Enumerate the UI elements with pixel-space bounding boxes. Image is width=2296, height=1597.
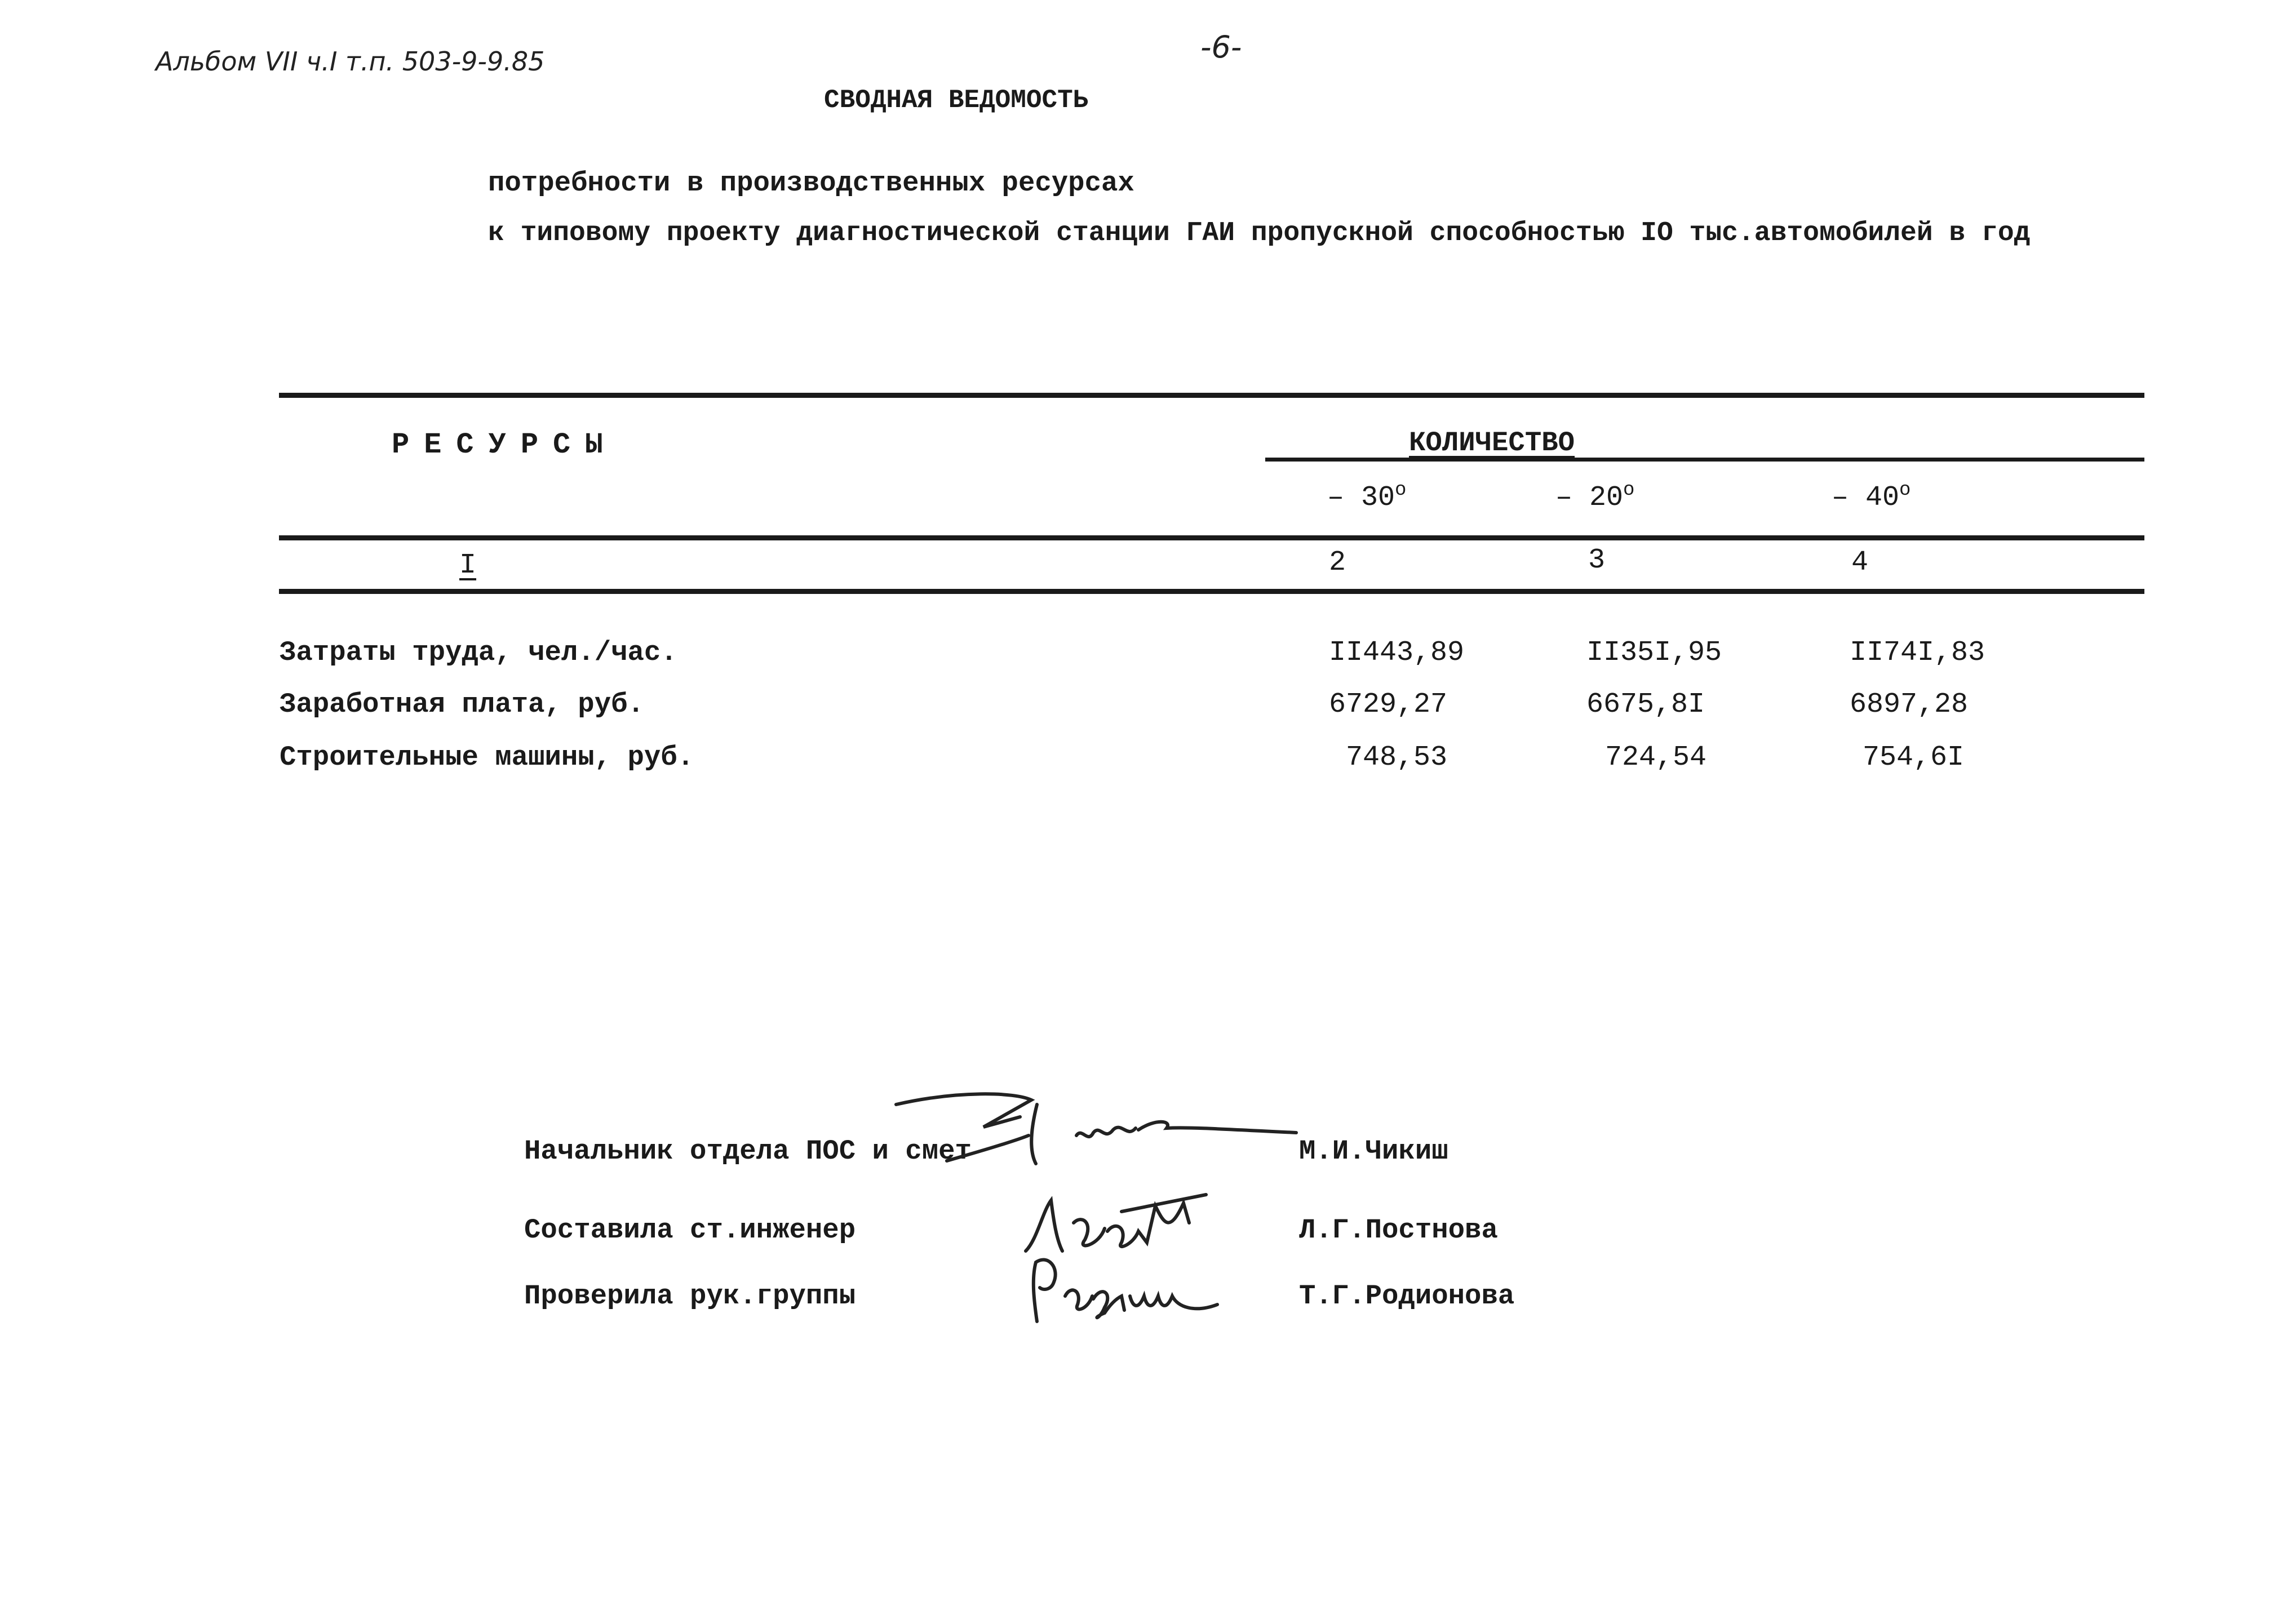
album-reference: Альбом VII ч.I т.п. 503-9-9.85 <box>156 46 545 77</box>
table-cell: II74I,83 <box>1850 637 1985 669</box>
table-cell: 6729,27 <box>1329 689 1448 721</box>
table-cell: 754,6I <box>1863 742 1965 774</box>
temp-col-3 <box>1832 482 1911 514</box>
table-row-label: Строительные машины, руб. <box>280 742 694 773</box>
signature-rodionova <box>1026 1251 1229 1330</box>
table-top-rule <box>279 393 2144 398</box>
table-cell: 748,53 <box>1346 742 1448 774</box>
temp-col-1 <box>1327 482 1406 514</box>
table-row-label: Заработная плата, руб. <box>280 689 644 720</box>
temp-col-3-value: – 40 <box>1832 482 1900 514</box>
table-cell: II443,89 <box>1329 637 1465 669</box>
subtitle-line-2: к типовому проекту диагностической станции ГАИ пропускной способностью IO тыс.автомобилей в год <box>488 218 2031 249</box>
signatory-name: М.И.Чикиш <box>1299 1135 1448 1167</box>
quantity-rule <box>1265 458 2144 462</box>
signatory-role: Проверила рук.группы <box>524 1280 856 1312</box>
subtitle-line-1: потребности в производственных ресурсах <box>488 167 1134 199</box>
document-title: СВОДНАЯ ВЕДОМОСТЬ <box>824 86 1089 115</box>
temp-col-2 <box>1555 482 1634 514</box>
header-bottom-rule <box>279 535 2144 540</box>
table-cell: 6897,28 <box>1850 689 1969 721</box>
resources-header: РЕСУРСЫ <box>392 428 618 462</box>
table-cell: II35I,95 <box>1586 637 1722 669</box>
temp-col-2-degree: о <box>1623 480 1635 501</box>
temp-col-1-value: – 30 <box>1327 482 1395 514</box>
table-cell: 6675,8I <box>1586 689 1705 721</box>
table-row-label: Затраты труда, чел./час. <box>280 637 677 668</box>
col-number-2: 2 <box>1329 547 1346 579</box>
signatory-role: Составила ст.инженер <box>524 1214 856 1246</box>
page-number: -6- <box>1200 29 1242 65</box>
signature-chikish <box>890 1088 1307 1195</box>
col-number-4: 4 <box>1851 547 1869 579</box>
signatory-name: Т.Г.Родионова <box>1299 1280 1515 1312</box>
temp-col-2-value: – 20 <box>1555 482 1624 514</box>
signatory-role: Начальник отдела ПОС и смет <box>524 1135 972 1167</box>
col-number-1: I <box>459 549 477 582</box>
signatory-name: Л.Г.Постнова <box>1299 1214 1498 1246</box>
table-cell: 724,54 <box>1605 742 1707 774</box>
quantity-header: КОЛИЧЕСТВО <box>1409 427 1575 459</box>
column-numbers-rule <box>279 589 2144 594</box>
col-number-3: 3 <box>1588 544 1606 576</box>
temp-col-1-degree: о <box>1395 480 1407 501</box>
temp-col-3-degree: о <box>1899 480 1911 501</box>
